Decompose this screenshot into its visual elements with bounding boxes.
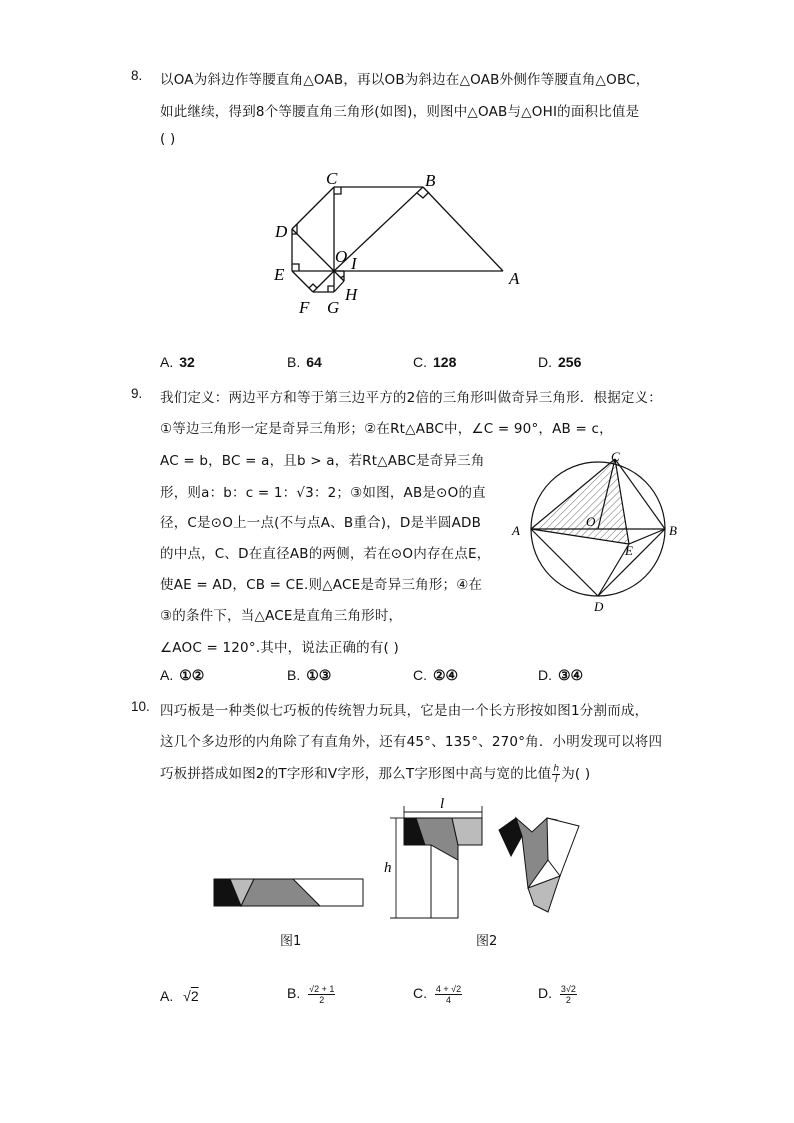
q10-figures [205, 795, 590, 925]
q10-option-c[interactable]: C. $\frac{4 + √2}{4}$ [413, 984, 462, 1005]
q8-label-B: B [425, 171, 436, 190]
q8-label-A: A [509, 269, 520, 288]
q9-label-C: C [611, 449, 620, 464]
q10-text-line1: 四巧板是一种类似七巧板的传统智力玩具，它是由一个长方形按如图1分割而成， [160, 703, 649, 719]
q8-label-D: D [275, 222, 288, 241]
q10-option-a[interactable]: A. √2 [160, 988, 199, 1004]
q8-text-line1: 以OA为斜边作等腰直角△OAB，再以OB为斜边在△OAB外侧作等腰直角△OBC， [160, 72, 650, 88]
q9-option-c[interactable]: C. ②④ [413, 667, 459, 683]
q9-text-line9: ∠AOC = 120°.其中，说法正确的有( ) [160, 640, 399, 656]
q10-text-line2: 这几个多边形的内角除了有直角外，还有45°、135°、270°角．小明发现可以将四 [160, 734, 663, 750]
q9-text-line6: 的中点，C、D在直径AB的两侧，若在⊙O内存在点E， [160, 546, 491, 562]
q9-label-E: E [625, 543, 633, 558]
q9-label-D: D [594, 599, 604, 614]
q10-fig1-caption: 图1 [280, 934, 302, 949]
q8-answer-paren: ( ) [160, 131, 176, 147]
q8-label-I: I [351, 254, 357, 273]
q8-label-G: G [327, 298, 340, 317]
q9-text-line7: 使AE = AD，CB = CE.则△ACE是奇异三角形；④在 [160, 577, 483, 593]
q8-text-line2: 如此继续，得到8个等腰直角三角形(如图)，则图中△OAB与△OHI的面积比值是 [160, 104, 640, 120]
q9-label-B: B [669, 523, 677, 538]
q8-label-H: H [345, 285, 358, 304]
q8-label-E: E [274, 265, 285, 284]
q9-label-A: A [512, 523, 520, 538]
q8-label-F: F [299, 298, 310, 317]
q9-text-line2: ①等边三角形一定是奇异三角形；②在Rt△ABC中，∠C = 90°，AB = c， [160, 421, 613, 437]
q9-text-line1: 我们定义：两边平方和等于第三边平方的2倍的三角形叫做奇异三角形．根据定义： [160, 390, 662, 406]
q9-option-d[interactable]: D. ③④ [538, 667, 584, 683]
q8-option-d[interactable]: D. 256 [538, 354, 582, 370]
q8-option-a[interactable]: A. 32 [160, 354, 195, 370]
q8-number: 8. [131, 68, 143, 83]
q9-label-O: O [586, 514, 596, 529]
q9-number: 9. [131, 386, 143, 401]
q8-option-b[interactable]: B. 64 [287, 354, 322, 370]
q9-text-line4: 形，则a：b：c = 1：√3：2；③如图，AB是⊙O的直 [160, 485, 486, 501]
q10-text-line3: 巧板拼搭成如图2的T字形和V字形，那么T字形图中高与宽的比值 $\frac{h}{l}$ 为( ) [160, 763, 591, 785]
q9-option-a[interactable]: A. ①② [160, 667, 205, 683]
q10-option-b[interactable]: B. $\frac{√2 + 1}{2}$ [287, 984, 335, 1005]
q8-option-c[interactable]: C. 128 [413, 354, 457, 370]
q8-figure [270, 165, 530, 320]
q9-text-line8: ③的条件下，当△ACE是直角三角形时， [160, 608, 403, 624]
q10-option-d[interactable]: D. $\frac{3√2}{2}$ [538, 984, 576, 1005]
q10-label-l: l [440, 796, 445, 812]
q8-label-O: O [335, 247, 348, 266]
q10-fig2-caption: 图2 [476, 934, 498, 949]
q8-label-C: C [326, 169, 338, 188]
q9-text-line3: AC = b，BC = a，且b > a，若Rt△ABC是奇异三角 [160, 453, 485, 469]
q9-option-b[interactable]: B. ①③ [287, 667, 332, 683]
q9-text-line5: 径，C是⊙O上一点(不与点A、B重合)，D是半圆ADB [160, 515, 482, 531]
q10-label-h: h [384, 860, 392, 876]
q9-figure [505, 445, 695, 620]
q10-number: 10. [131, 699, 150, 714]
